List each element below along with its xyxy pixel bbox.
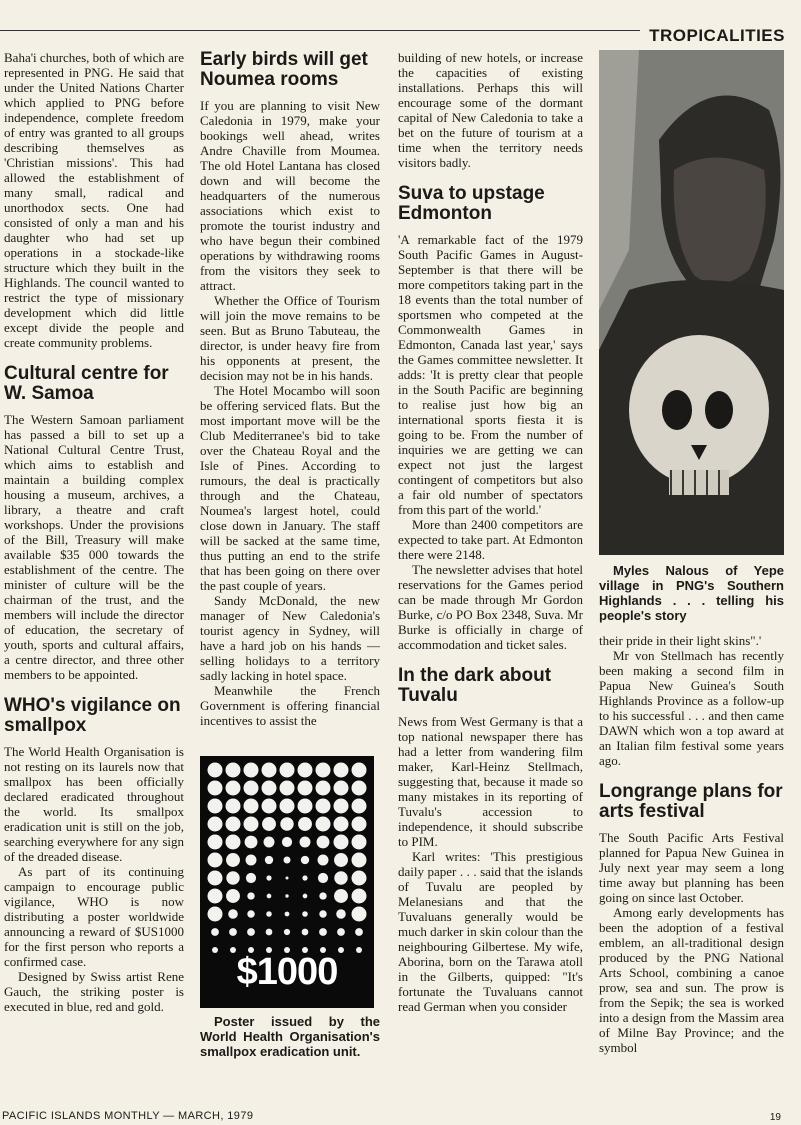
who-headline: WHO's vigilance on smallpox xyxy=(4,695,181,736)
poster-dot xyxy=(266,911,272,917)
poster-dot xyxy=(262,817,276,831)
poster-dot xyxy=(286,877,289,880)
publication-footer: PACIFIC ISLANDS MONTHLY — MARCH, 1979 xyxy=(2,1110,254,1122)
poster-dot xyxy=(247,910,254,917)
poster-dot xyxy=(334,799,349,814)
poster-dot xyxy=(244,763,259,778)
arts-headline: Longrange plans for arts festival xyxy=(599,781,783,822)
poster-dot xyxy=(298,817,312,831)
portrait-photo xyxy=(599,50,784,555)
poster-dot xyxy=(280,799,295,814)
poster-dot xyxy=(226,799,241,814)
tuvalu-cont-paragraph-1: their pride in their light skins".' xyxy=(599,633,762,648)
noumea-headline: Early birds will get Noumea rooms xyxy=(200,49,368,90)
photo-caption: Myles Nalous of Yepe village in PNG's Southern Highlands . . . telling his people's story xyxy=(599,563,784,623)
poster-dot xyxy=(208,817,223,832)
poster-dot xyxy=(211,928,219,936)
poster-dot xyxy=(226,763,241,778)
poster-dot xyxy=(262,763,277,778)
poster-dot xyxy=(334,871,347,884)
tuvalu-headline: In the dark about Tuvalu xyxy=(398,665,552,706)
poster-dot xyxy=(280,763,295,778)
page-number: 19 xyxy=(769,1112,781,1123)
poster-dot xyxy=(352,781,367,796)
poster-dot xyxy=(301,856,309,864)
poster-dot xyxy=(247,892,254,899)
poster-dot xyxy=(244,781,259,796)
poster-dot xyxy=(303,894,308,899)
poster-dot xyxy=(317,836,330,849)
samoa-headline: Cultural centre for W. Samoa xyxy=(4,363,169,404)
poster-dot xyxy=(316,817,331,832)
poster-dot xyxy=(226,871,239,884)
poster-dot xyxy=(226,889,240,903)
poster-dot xyxy=(266,875,271,880)
poster-dot xyxy=(226,817,241,832)
poster-dot xyxy=(298,763,313,778)
poster-dot xyxy=(334,781,349,796)
poster-dot xyxy=(334,835,349,850)
poster-dot xyxy=(208,835,223,850)
poster-dot xyxy=(352,889,367,904)
poster-dot xyxy=(208,853,223,868)
portrait-illustration xyxy=(599,50,784,555)
poster-dot xyxy=(298,781,313,796)
poster-dot xyxy=(266,929,273,936)
poster-dot xyxy=(208,799,223,814)
poster-dot xyxy=(284,857,291,864)
poster-dot xyxy=(319,910,326,917)
poster-dot xyxy=(352,817,367,832)
tuvalu-continued xyxy=(599,633,784,768)
poster-dot xyxy=(262,799,277,814)
poster-dot xyxy=(244,799,259,814)
poster-dot xyxy=(208,871,223,886)
poster-dot xyxy=(208,781,223,796)
column-3 xyxy=(398,50,583,1014)
suva-paragraph-3: The newsletter advises that hotel reservations for the Games period can be made through Mr Gordon Burke, c/o PO Box 2348, Suva. Mr Burke is officially in charge of accommodation and ticket sales. xyxy=(398,562,583,652)
poster-dot xyxy=(226,835,241,850)
poster-dot xyxy=(284,929,290,935)
poster-dot xyxy=(246,873,256,883)
arts-paragraph-2: Among early developments has been the adoption of a festival emblem, an all-traditional design produced by the PNG National Arts School, combining a canoe prow, sea and sun. The prow is from the Sepik; the sea is worked into a design from the Massim area of Milne Bay Province; and the symbol xyxy=(599,905,784,1055)
suva-paragraph-2: More than 2400 competitors are expected to take part. At Edmonton there were 2148. xyxy=(398,517,583,562)
poster-dot xyxy=(352,763,367,778)
poster-dot xyxy=(319,928,327,936)
noumea-paragraph-5-cont: building of new hotels, or increase the capacities of existing installations. Perhaps this will encourage some of the dormant capital of New Caledonia to take a bet on the future of tourism at a time when the territory needs visitors badly. xyxy=(398,50,583,170)
arts-paragraph-1: The South Pacific Arts Festival planned for Papua New Guinea in July next year may seem a long time away but planning has been going on since last October. xyxy=(599,830,784,905)
poster-dot xyxy=(316,799,331,814)
poster-dot xyxy=(355,928,363,936)
noumea-paragraph-3: The Hotel Mocambo will soon be offering serviced flats. But the most important move will be the Club Mediterranee's bid to take over the Chateau Royal and the Isle of Pines. According to rumours, the deal is practically through and the Chateau, Noumea's largest hotel, could close down in January. The staff will be sacked at the same time, thus putting an end to the strife that has been going on there over the past couple of years. xyxy=(200,383,380,593)
poster-dot xyxy=(302,911,308,917)
poster-dot xyxy=(265,856,273,864)
poster-dot xyxy=(267,894,272,899)
section-title: TROPICALITIES xyxy=(649,26,785,45)
poster-dot xyxy=(262,781,277,796)
poster-dot xyxy=(285,912,290,917)
who-paragraph-2: As part of its continuing campaign to encourage public vigilance, WHO is now distributing a poster worldwide announcing a reward of $US1000 for the first person who reports a confirmed case. xyxy=(4,864,184,969)
poster-dot xyxy=(229,928,237,936)
poster-dot xyxy=(334,889,348,903)
column-1 xyxy=(4,50,184,1014)
bahai-paragraph: Baha'i churches, both of which are represented in PNG. He said that under the United Nations Charter which applied to PNG before independence, complete freedom of entry was granted to all groups describing themselves as 'Christian missions'. This had allowed the establishment of many small, radical and unorthodox sects. One had consisted of only a man and his daughter who had set up operations in a stockade-like structure which they built in the Highlands. The council wanted to restrict the type of missionary development which did little except divide the people and create community problems. xyxy=(4,50,184,350)
poster-dot xyxy=(334,817,349,832)
noumea-paragraph-1: If you are planning to visit New Caledonia in 1979, make your bookings well ahead, writes Andre Chaville from Moumea. The old Hotel Lantana has closed down and will become the headquarters of the numerous associations which exist to promote the tourist industry and who have begun their combined operations by withdrawing rooms from the visitors they seek to attract. xyxy=(200,98,380,293)
poster-dot xyxy=(319,892,326,899)
suva-paragraph-1: 'A remarkable fact of the 1979 South Pacific Games in August-September is that there will be more competitors taking part in the 18 events than the total number of sportsmen who competed at the Commonwealth Games in Edmonton, Canada last year,' says the Games committee newsletter. It adds: 'It is pretty clear that people in the South Pacific are beginning to realise just how big an international sports fiesta it is going to be. From the number of inquiries we are getting we can expect not just the largest contingent of competitors but also a fair old number of spectators from this part of the world.' xyxy=(398,232,583,517)
column-4 xyxy=(599,50,784,1055)
poster-dot xyxy=(244,817,259,832)
header-rule xyxy=(0,30,640,31)
column-2 xyxy=(200,50,380,1059)
poster-dot xyxy=(318,855,329,866)
poster-dot xyxy=(245,836,258,849)
poster-dot xyxy=(226,781,241,796)
poster-dot xyxy=(300,837,311,848)
poster-dot xyxy=(208,907,223,922)
poster-dot xyxy=(208,889,223,904)
poster-dot xyxy=(352,799,367,814)
poster-dot xyxy=(280,817,293,830)
who-paragraph-3: Designed by Swiss artist Rene Gauch, the striking poster is executed in blue, red and gold. xyxy=(4,969,184,1014)
poster-amount: $1000 xyxy=(236,951,338,993)
who-poster-image xyxy=(200,756,374,1008)
noumea-paragraph-4: Sandy McDonald, the new manager of New Caledonia's tourist agency in Sydney, will have a hard job on his hands — selling holidays to a territory sadly lacking in hotel space. xyxy=(200,593,380,683)
poster-caption: Poster issued by the World Health Organisation's smallpox eradication unit. xyxy=(200,1014,380,1059)
poster-dot xyxy=(282,837,292,847)
poster-dot xyxy=(352,853,367,868)
poster-dot xyxy=(337,928,345,936)
noumea-paragraph-2: Whether the Office of Tourism will join the move remains to be seen. But as Bruno Tabuteau, the director, is under heavy fire from his opponents at present, the decision may not be in his hands. xyxy=(200,293,380,383)
poster-dot xyxy=(352,907,367,922)
poster-dot xyxy=(208,763,223,778)
poster-dot xyxy=(247,928,255,936)
noumea-paragraph-5-start: Meanwhile the French Government is offering financial incentives to assist the xyxy=(200,683,380,728)
suva-headline: Suva to upstage Edmonton xyxy=(398,183,545,224)
poster-dot xyxy=(334,763,349,778)
tuvalu-cont-paragraph-2: Mr von Stellmach has recently been making a second film in Papua New Guinea's South Highlands Province as a follow-up to his successful . . . and then came DAWN which won a top award at an Italian film festival some years ago. xyxy=(599,648,784,768)
poster-dot xyxy=(280,781,295,796)
poster-dot xyxy=(246,855,257,866)
poster-dot xyxy=(226,853,240,867)
poster-dot xyxy=(352,871,367,886)
poster-dot xyxy=(298,799,313,814)
poster-dot xyxy=(228,909,238,919)
poster-dot xyxy=(264,837,275,848)
poster-dot xyxy=(318,873,328,883)
poster-dot xyxy=(285,894,288,897)
poster-dot xyxy=(302,929,309,936)
tuvalu-paragraph-2: Karl writes: 'This prestigious daily paper . . . said that the islands of Tuvalu are peopled by Melanesians and that the Tuvaluans generally would be much darker in skin colour than the neighbouring Gilbertese. My wife, Aborina, born on the Tarawa atoll in the Gilberts, quipped: "It's fortunate the Tuvaluans cannot read German when you consider xyxy=(398,849,583,1014)
samoa-paragraph: The Western Samoan parliament has passed a bill to set up a National Cultural Centre Trust, which aims to establish and maintain a building complex housing a museum, archives, a library, a theatre and craft workshops. Under the provisions of the Bill, Treasury will make available $35 000 towards the establishment of the centre. The minister of culture will be the chairman of the trust, and the members will include the director of education, the secretary of youth, sports and cultural affairs, a centre director, and three other members to be appointed. xyxy=(4,412,184,682)
poster-dot xyxy=(352,835,367,850)
poster-dot xyxy=(316,781,331,796)
who-paragraph-1: The World Health Organisation is not resting on its laurels now that smallpox has been officially declared eradicated throughout the world. Its smallpox eradication unit is still on the job, searching everywhere for any sign of the dreaded disease. xyxy=(4,744,184,864)
poster-dot xyxy=(316,763,331,778)
poster-dot xyxy=(334,853,348,867)
poster-dot xyxy=(302,875,307,880)
poster-dot xyxy=(336,909,346,919)
tuvalu-paragraph-1: News from West Germany is that a top national newspaper there has had a letter from wandering film maker, Karl-Heinz Stellmach, suggesting that, because it made so many mistakes in its reporting of Tuvalu's accession to independence, it should subscribe to PIM. xyxy=(398,714,583,849)
